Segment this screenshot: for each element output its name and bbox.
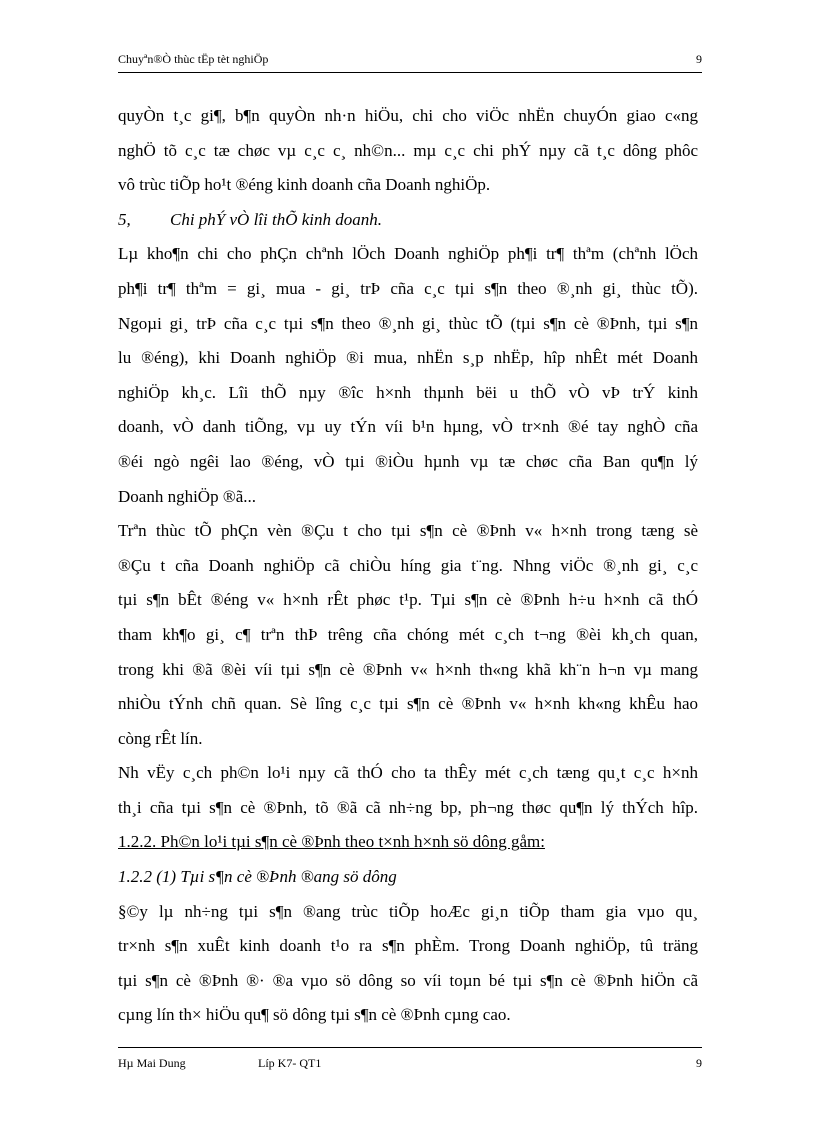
body-line: tµi s¶n cè ®Þnh ®· ®a vµo sö dông so víi toµn bé tµi s¶n cè ®Þnh hiÖn cã <box>118 970 698 990</box>
body-line: nghÖ tõ c¸c tæ chøc vµ c¸c c¸ nh©n... mµ c¸c chi phÝ nµy cã t¸c dông phôc <box>118 140 698 160</box>
body-line: quyÒn t¸c gi¶, b¶n quyÒn nh·n hiÖu, chi cho viÖc nhËn chuyÓn giao c«ng <box>118 106 698 125</box>
body-line: ph¶i tr¶ thªm = gi¸ mua - gi¸ trÞ cña c¸c tµi s¶n theo ®¸nh gi¸ thùc tÕ). <box>118 278 698 298</box>
header-rule <box>118 72 702 73</box>
body-line: tµi s¶n bÊt ®éng v« h×nh rÊt phøc t¹p. Tµi s¶n cè ®Þnh h÷u h×nh cã thÓ <box>118 590 698 610</box>
body-line: Ngoµi gi¸ trÞ cña c¸c tµi s¶n theo ®¸nh gi¸ thùc tÕ (tµi s¶n cè ®Þnh, tµi s¶n <box>118 313 698 333</box>
page-footer <box>118 1056 702 1074</box>
body-line: nghiÖp kh¸c. Lîi thÕ nµy ®îc h×nh thµnh bëi u thÕ vÒ vÞ trÝ kinh <box>118 382 698 402</box>
header-page-number: 9 <box>696 52 702 66</box>
footer-rule <box>118 1047 702 1048</box>
body-line: ®Çu t cña Doanh nghiÖp cã chiÒu híng gia t¨ng. Nhng viÖc ®¸nh gi¸ c¸c <box>118 555 698 575</box>
footer-class: Líp K7- QT1 <box>258 1056 322 1070</box>
body-line: §©y lµ nh÷ng tµi s¶n ®ang trùc tiÕp hoÆc gi¸n tiÕp tham gia vµo qu¸ <box>118 901 698 921</box>
header-title: Chuyªn®Ò thùc tËp tèt nghiÖp <box>118 52 269 66</box>
body-line: vô trùc tiÕp ho¹t ®éng kinh doanh cña Doanh nghiÖp. <box>118 175 491 195</box>
body-line: ®éi ngò ngêi lao ®éng, vÒ tµi ®iÒu hµnh vµ tæ chøc cña Ban qu¶n lý <box>118 451 698 471</box>
body-line: trong khi ®ã ®èi víi tµi s¶n cè ®Þnh v« h×nh th«ng khã kh¨n h¬n vµ mang <box>118 659 698 679</box>
section-heading-5 <box>118 203 698 238</box>
body-line: lu ®éng), khi Doanh nghiÖp ®i mua, nhËn s¸p nhËp, hîp nhÊt mét Doanh <box>118 348 698 368</box>
body-line: cµng lín th× hiÖu qu¶ sö dông tµi s¶n cè ®Þnh cµng cao. <box>118 1005 511 1025</box>
body-line: Lµ kho¶n chi cho phÇn chªnh lÖch Doanh nghiÖp ph¶i tr¶ thªm (chªnh lÖch <box>118 244 698 264</box>
body-line: Nh vËy c¸ch ph©n lo¹i nµy cã thÓ cho ta thÊy mét c¸ch tæng qu¸t c¸c h×nh <box>118 763 698 783</box>
page-header <box>118 52 702 70</box>
body-line: Doanh nghiÖp ®ã... <box>118 486 257 506</box>
footer-author: Hµ Mai Dung <box>118 1056 186 1070</box>
body-line: còng rÊt lín. <box>118 728 203 748</box>
body-line: Trªn thùc tÕ phÇn vèn ®Çu t cho tµi s¶n cè ®Þnh v« h×nh trong tæng sè <box>118 521 698 541</box>
section-number: 5, <box>118 209 131 229</box>
subsubsection-heading: 1.2.2 (1) Tµi s¶n cè ®Þnh ®ang sö dông <box>118 867 397 887</box>
body-line: tr×nh s¶n xuÊt kinh doanh t¹o ra s¶n phÈm. Trong Doanh nghiÖp, tû träng <box>118 936 698 956</box>
body-line: doanh, vÒ danh tiÕng, vµ uy tÝn víi b¹n hµng, vÒ tr×nh ®é tay nghÒ cña <box>118 417 698 437</box>
body-line: tham kh¶o gi¸ c¶ trªn thÞ trêng cña chóng mét c¸ch t¬ng ®èi kh¸ch quan, <box>118 624 698 644</box>
section-title: Chi phÝ vÒ lîi thÕ kinh doanh. <box>170 209 383 229</box>
footer-page-number: 9 <box>696 1056 702 1070</box>
body-line: th¸i cña tµi s¶n cè ®Þnh, tõ ®ã cã nh÷ng bp, ph¬ng thøc qu¶n lý thÝch hîp. <box>118 797 698 817</box>
body-line: nhiÒu tÝnh chñ quan. Sè lîng c¸c tµi s¶n cè ®Þnh v« h×nh kh«ng khÊu hao <box>118 694 698 714</box>
subsection-heading: 1.2.2. Ph©n lo¹i tµi s¶n cè ®Þnh theo t×nh h×nh sö dông gåm: <box>118 832 545 852</box>
page-body <box>118 99 698 1033</box>
